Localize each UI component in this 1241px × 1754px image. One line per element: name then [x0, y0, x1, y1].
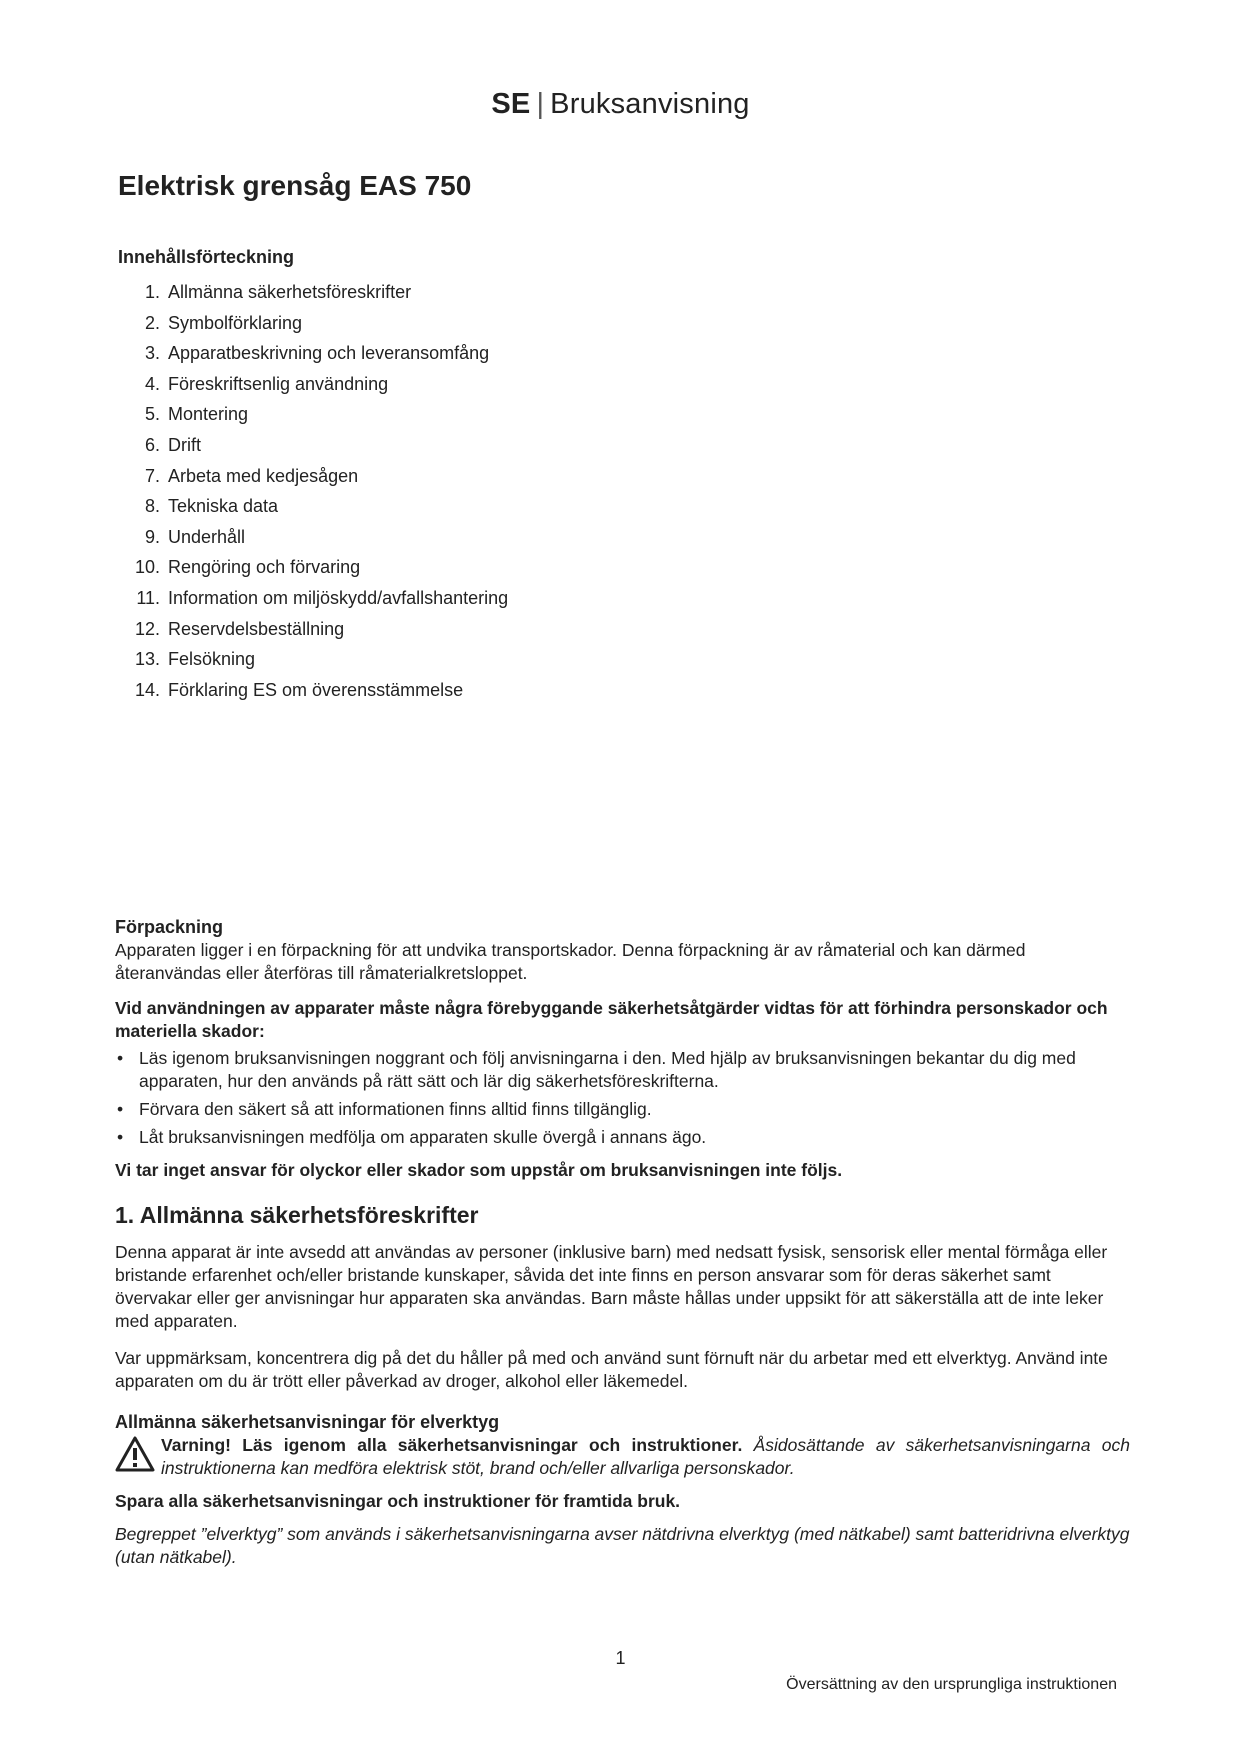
warning-text [161, 1434, 1130, 1480]
toc-item-number: 8. [144, 496, 160, 517]
list-item [115, 1047, 1130, 1093]
toc-item-number: 13. [134, 649, 160, 670]
toc-item-label: Felsökning [168, 649, 256, 670]
bullet-symbol: • [117, 1099, 124, 1119]
packaging-text: Apparaten ligger i en förpackning för att undvika transportskador. Denna förpackning är av råmaterial och kan därmed återanvändas eller återföras till råmaterialkretsloppet. [115, 940, 1026, 983]
definition-note: Begreppet ”elverktyg” som används i säkerhetsanvisningarna avser nätdrivna elverktyg (med nätkabel) samt batteridrivna elverktyg (utan nätkabel). [115, 1524, 1130, 1567]
toc-item [113, 338, 508, 369]
toc-item-number: 1. [144, 282, 160, 302]
toc-item-number: 3. [144, 343, 160, 364]
toc-item [113, 369, 508, 400]
toc-item [113, 399, 508, 430]
toc-item-number: 11. [136, 587, 160, 608]
toc-item-label: Underhåll [168, 526, 246, 547]
save-note: Spara alla säkerhetsanvisningar och instruktioner för framtida bruk. [115, 1491, 681, 1511]
toc-item [113, 461, 508, 492]
toc-item-number: 4. [144, 373, 160, 394]
toc-item-label: Reservdelsbeställning [168, 618, 345, 639]
toc-item-label: Information om miljöskydd/avfallshantering [168, 587, 509, 608]
document-type: Bruksanvisning [550, 88, 750, 120]
language-code: SE [491, 88, 531, 120]
toc-item [113, 277, 508, 308]
toc-item-number: 6. [144, 434, 160, 455]
toc-item-number: 12. [134, 618, 160, 639]
list-item [115, 1098, 1130, 1121]
toc-item [113, 308, 508, 339]
toc-item-number: 7. [144, 465, 160, 486]
toc-item [113, 430, 508, 461]
packaging-heading: Förpackning [115, 917, 224, 937]
language-header [0, 88, 1241, 121]
disclaimer: Vi tar inget ansvar för olyckor eller skador som uppstår om bruksanvisningen inte följs. [115, 1160, 843, 1180]
warning-block [115, 1434, 1130, 1480]
toc-item [113, 552, 508, 583]
section-1-subheading: Allmänna säkerhetsanvisningar för elverktyg [115, 1412, 500, 1432]
toc-item-label: Montering [168, 404, 249, 425]
toc-item-label: Tekniska data [168, 496, 279, 517]
toc-item [113, 614, 508, 645]
toc-item-number: 10. [134, 557, 160, 578]
toc-item-number: 5. [144, 404, 160, 425]
toc-item-number: 9. [144, 526, 160, 547]
footer-note: Översättning av den ursprungliga instruktionen [786, 1676, 1117, 1693]
list-item-text: Förvara den säkert så att informationen finns alltid finns tillgänglig. [139, 1099, 652, 1119]
table-of-contents [113, 277, 508, 705]
list-item-text: Låt bruksanvisningen medfölja om apparaten skulle övergå i annans ägo. [139, 1127, 707, 1147]
section-1-para-2: Var uppmärksam, koncentrera dig på det du håller på med och använd sunt förnuft när du arbetar med ett elverktyg. Använd inte apparaten om du är trött eller påverkad av droger, alkohol eller läkemedel. [115, 1348, 1108, 1391]
toc-item [113, 644, 508, 675]
toc-item-label: Drift [168, 434, 201, 455]
toc-heading: Innehållsförteckning [118, 247, 295, 267]
toc-item-label: Förklaring ES om överensstämmelse [168, 679, 464, 700]
precautions-intro: Vid användningen av apparater måste några förebyggande säkerhetsåtgärder vidtas för att förhindra personskador och materiella skador: [115, 998, 1108, 1041]
warning-rest: Åsidosättande av säkerhetsanvisningarna och instruktionerna kan medföra elektrisk stöt, brand och/eller allvarliga personskador. [161, 1435, 1130, 1478]
toc-item-number: 2. [144, 312, 160, 333]
toc-item [113, 491, 508, 522]
toc-item-label: Föreskriftsenlig användning [168, 373, 389, 394]
warning-lead: Varning! Läs igenom alla säkerhetsanvisningar och instruktioner. [161, 1435, 743, 1455]
toc-item [113, 675, 508, 706]
section-1-title: 1. Allmänna säkerhetsföreskrifter [115, 1202, 479, 1228]
bullet-symbol: • [117, 1127, 124, 1147]
toc-item [113, 522, 508, 553]
toc-item-label: Allmänna säkerhetsföreskrifter [168, 282, 412, 302]
main-content [115, 916, 1130, 1569]
toc-item-label: Rengöring och förvaring [168, 557, 361, 578]
page-number: 1 [615, 1648, 626, 1668]
toc-item [113, 583, 508, 614]
toc-item-label: Arbeta med kedjesågen [168, 465, 359, 486]
product-title: Elektrisk grensåg EAS 750 [118, 170, 472, 201]
list-item-text: Läs igenom bruksanvisningen noggrant och följ anvisningarna i den. Med hjälp av bruksanvisningen bekantar du dig med apparaten, hur den används på rätt sätt och lär dig säkerhetsföreskrifterna. [139, 1048, 1076, 1091]
section-1-para-1: Denna apparat är inte avsedd att användas av personer (inklusive barn) med nedsatt fysisk, sensorisk eller mental förmåga eller bristande erfarenhet och/eller bristande kunskaper, såvida det inte finns en person ansvarar som för deras säkerhet samt övervakar eller ger anvisningar hur apparaten ska användas. Barn måste hållas under uppsikt för att säkerställa att de inte leker med apparaten. [115, 1242, 1108, 1331]
list-item [115, 1126, 1130, 1149]
toc-item-number: 14. [134, 679, 160, 700]
precautions-list [115, 1047, 1130, 1149]
header-separator: | [536, 88, 545, 120]
warning-triangle-icon [115, 1436, 155, 1472]
toc-item-label: Symbolförklaring [168, 312, 303, 333]
bullet-symbol: • [117, 1048, 124, 1068]
toc-item-label: Apparatbeskrivning och leveransomfång [168, 343, 490, 364]
